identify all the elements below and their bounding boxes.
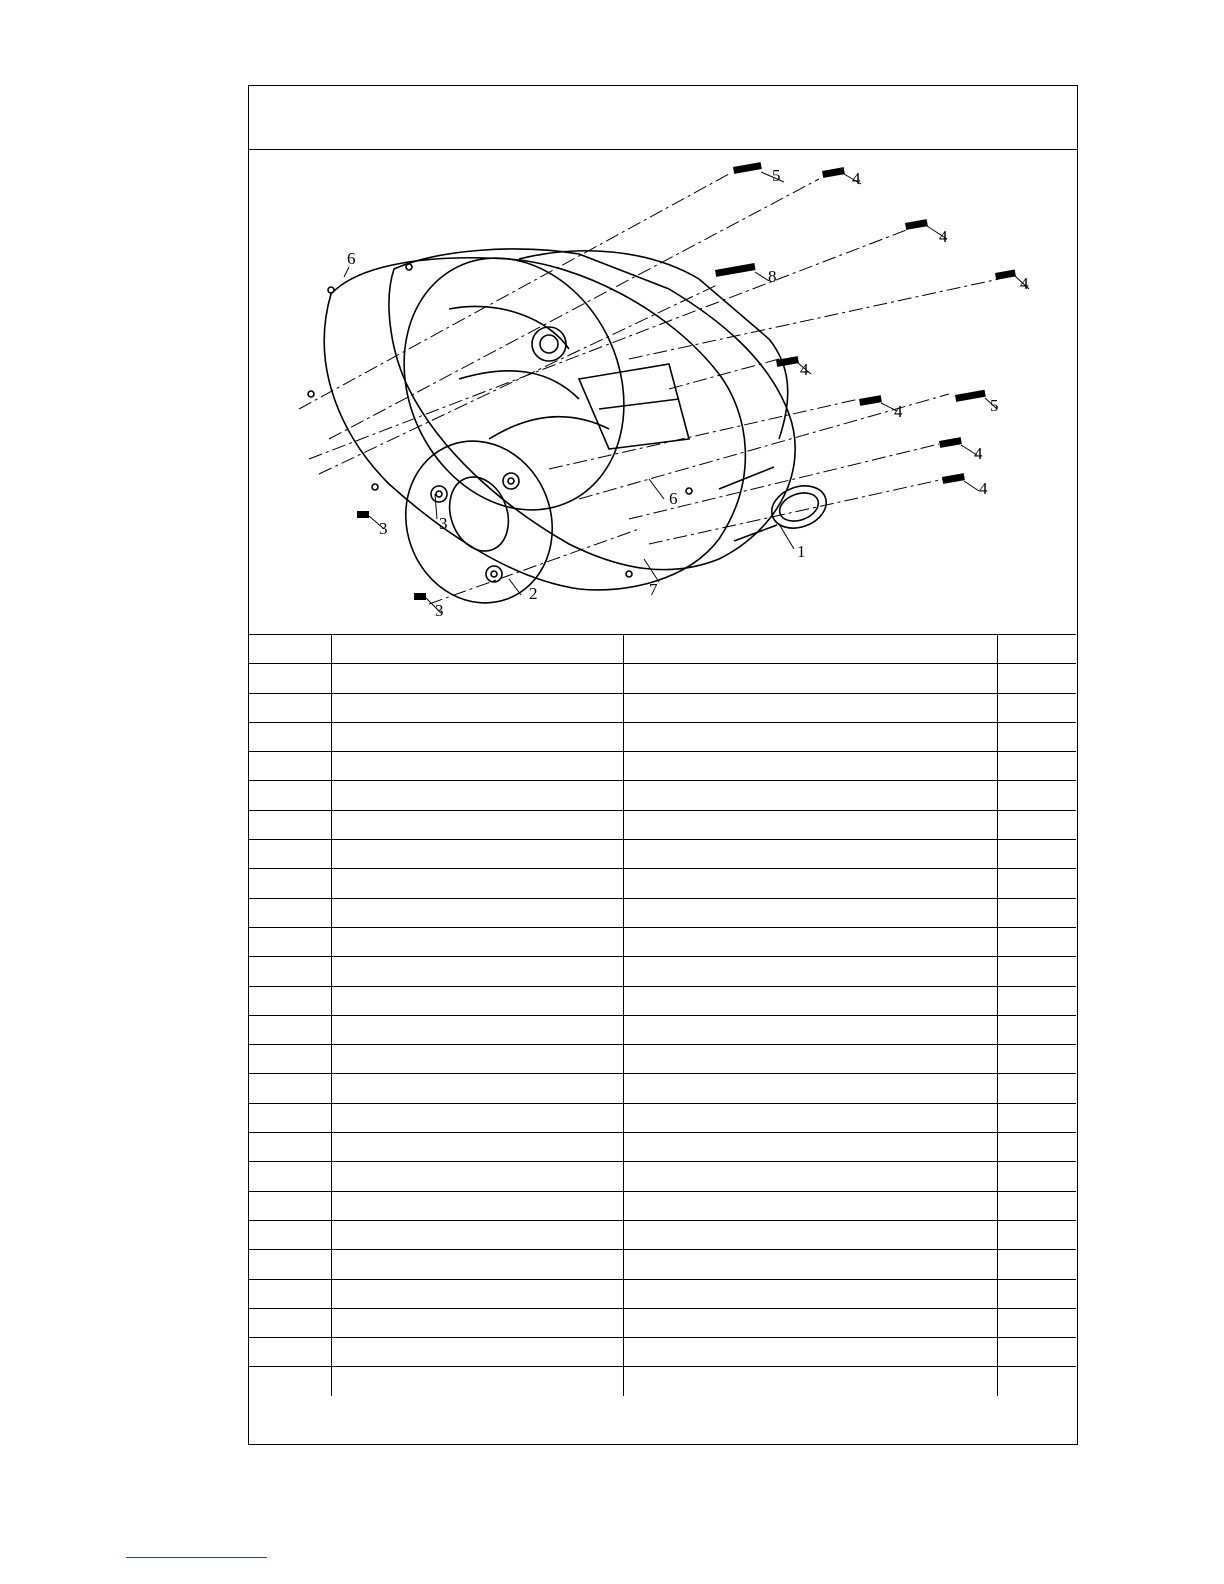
table-cell	[331, 898, 623, 927]
hub-outer	[532, 327, 566, 361]
table-header-row	[249, 635, 1076, 664]
table-row	[249, 1162, 1076, 1191]
table-cell	[331, 693, 623, 722]
table-cell	[249, 1103, 331, 1132]
table-cell	[623, 1220, 997, 1249]
table-cell	[249, 1338, 331, 1367]
table-row	[249, 986, 1076, 1015]
table-cell	[331, 1133, 623, 1162]
table-cell	[331, 1308, 623, 1337]
table-cell	[249, 1074, 331, 1103]
table-cell	[623, 1162, 997, 1191]
table-cell	[249, 927, 331, 956]
page-title	[249, 86, 1077, 150]
table-cell	[249, 986, 331, 1015]
callout-label: 5	[772, 166, 781, 185]
table-row	[249, 957, 1076, 986]
table-cell	[623, 1191, 997, 1220]
callout-label: 3	[435, 601, 444, 620]
callout-label: 2	[529, 584, 538, 603]
table-cell	[997, 957, 1076, 986]
table-row	[249, 927, 1076, 956]
table-cell	[997, 1308, 1076, 1337]
callout-label: 4	[979, 479, 988, 498]
table-cell	[997, 664, 1076, 693]
table-cell	[331, 752, 623, 781]
table-cell	[997, 1279, 1076, 1308]
table-cell	[997, 1045, 1076, 1074]
table-cell	[623, 810, 997, 839]
table-row	[249, 1220, 1076, 1249]
table-cell	[623, 986, 997, 1015]
table-cell	[997, 1162, 1076, 1191]
table-row	[249, 1015, 1076, 1044]
table-cell	[249, 810, 331, 839]
table-cell	[249, 693, 331, 722]
table-cell	[331, 1103, 623, 1132]
table-cell	[623, 1015, 997, 1044]
exploded-view-diagram	[249, 149, 1076, 634]
callout-label: 6	[669, 489, 678, 508]
table-cell	[997, 810, 1076, 839]
table-cell	[623, 1250, 997, 1279]
callout-label: 8	[768, 267, 777, 286]
callout-label: 3	[379, 519, 388, 538]
table-row	[249, 869, 1076, 898]
table-cell	[623, 1074, 997, 1103]
parts-table	[249, 634, 1076, 1396]
table-cell	[997, 1133, 1076, 1162]
table-cell	[249, 1015, 331, 1044]
table-cell	[623, 635, 997, 664]
table-cell	[623, 1308, 997, 1337]
table-cell	[249, 781, 331, 810]
table-row	[249, 1074, 1076, 1103]
air-duct	[766, 479, 832, 536]
table-cell	[249, 1045, 331, 1074]
table-cell	[623, 1338, 997, 1367]
table-cell	[997, 1074, 1076, 1103]
table-cell	[623, 927, 997, 956]
table-cell	[997, 869, 1076, 898]
table-cell	[623, 1103, 997, 1132]
table-cell	[331, 869, 623, 898]
hub-inner	[540, 335, 558, 353]
table-cell	[331, 986, 623, 1015]
table-cell	[249, 1133, 331, 1162]
table-cell	[997, 1191, 1076, 1220]
table-row	[249, 1133, 1076, 1162]
table-cell	[623, 1367, 997, 1396]
table-row	[249, 752, 1076, 781]
table-cell	[623, 664, 997, 693]
table-cell	[249, 1308, 331, 1337]
table-row	[249, 1367, 1076, 1396]
callout-label: 6	[347, 249, 356, 268]
gasket-outline	[324, 258, 745, 590]
cover-plate	[383, 420, 574, 623]
table-cell	[623, 1279, 997, 1308]
table-cell	[331, 1015, 623, 1044]
table-cell	[997, 1220, 1076, 1249]
table-cell	[331, 1250, 623, 1279]
table-cell	[331, 1220, 623, 1249]
table-cell	[249, 752, 331, 781]
table-cell	[331, 1162, 623, 1191]
table-cell	[331, 1191, 623, 1220]
table-cell	[249, 1367, 331, 1396]
table-cell	[331, 840, 623, 869]
table-cell	[623, 957, 997, 986]
table-cell	[997, 1367, 1076, 1396]
callout-label: 1	[797, 542, 806, 561]
table-cell	[997, 898, 1076, 927]
table-cell	[623, 693, 997, 722]
table-cell	[331, 1074, 623, 1103]
parts-sheet	[248, 85, 1078, 1445]
table-cell	[997, 752, 1076, 781]
table-row	[249, 1250, 1076, 1279]
table-cell	[997, 1015, 1076, 1044]
table-row	[249, 722, 1076, 751]
table-cell	[331, 1338, 623, 1367]
table-cell	[331, 722, 623, 751]
table-cell	[249, 898, 331, 927]
table-cell	[249, 869, 331, 898]
table-cell	[249, 1162, 331, 1191]
table-cell	[249, 1220, 331, 1249]
table-cell	[623, 898, 997, 927]
table-row	[249, 1279, 1076, 1308]
callout-label: 4	[852, 169, 861, 188]
table-cell	[249, 1191, 331, 1220]
table-cell	[623, 722, 997, 751]
table-cell	[997, 840, 1076, 869]
table-cell	[331, 664, 623, 693]
table-cell	[997, 1103, 1076, 1132]
table-cell	[623, 1133, 997, 1162]
table-row	[249, 1338, 1076, 1367]
table-cell	[997, 635, 1076, 664]
table-cell	[331, 927, 623, 956]
table-row	[249, 1308, 1076, 1337]
callout-label: 5	[990, 396, 999, 415]
callout-label: 4	[939, 227, 948, 246]
table-cell	[997, 693, 1076, 722]
table-cell	[249, 1250, 331, 1279]
table-cell	[249, 722, 331, 751]
table-cell	[623, 781, 997, 810]
table-cell	[331, 810, 623, 839]
table-cell	[997, 927, 1076, 956]
table-cell	[331, 1367, 623, 1396]
table-cell	[997, 781, 1076, 810]
table-row	[249, 1191, 1076, 1220]
footnote-separator	[126, 1557, 267, 1558]
table-row	[249, 664, 1076, 693]
table-row	[249, 840, 1076, 869]
callout-label: 4	[894, 402, 903, 421]
table-cell	[249, 664, 331, 693]
table-row	[249, 1045, 1076, 1074]
table-cell	[997, 722, 1076, 751]
table-cell	[249, 1279, 331, 1308]
table-cell	[249, 635, 331, 664]
callout-label: 4	[1020, 274, 1029, 293]
table-cell	[997, 1338, 1076, 1367]
table-cell	[623, 752, 997, 781]
table-row	[249, 810, 1076, 839]
callout-label: 4	[974, 444, 983, 463]
table-cell	[623, 840, 997, 869]
table-row	[249, 898, 1076, 927]
table-cell	[331, 1279, 623, 1308]
table-cell	[249, 957, 331, 986]
table-cell	[623, 869, 997, 898]
callout-label: 7	[649, 580, 658, 599]
table-cell	[997, 986, 1076, 1015]
table-cell	[331, 635, 623, 664]
table-cell	[997, 1250, 1076, 1279]
table-cell	[331, 1045, 623, 1074]
table-cell	[331, 957, 623, 986]
table-row	[249, 781, 1076, 810]
callout-label: 4	[800, 360, 809, 379]
table-row	[249, 693, 1076, 722]
table-cell	[623, 1045, 997, 1074]
table-cell	[331, 781, 623, 810]
callout-label: 3	[439, 514, 448, 533]
table-row	[249, 1103, 1076, 1132]
table-cell	[249, 840, 331, 869]
